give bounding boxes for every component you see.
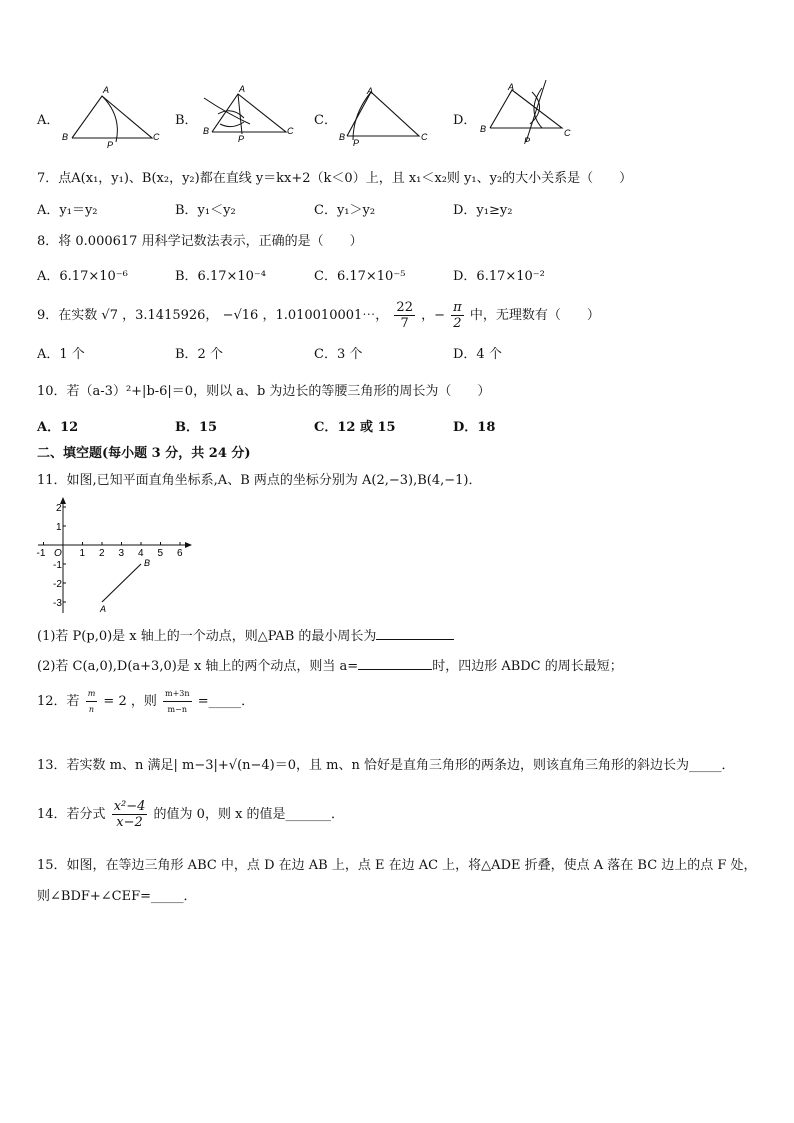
x-tick-label: 4 xyxy=(138,548,144,559)
q7-option-b: B．y₁＜y₂ xyxy=(175,203,236,218)
fraction-denominator: 2 xyxy=(453,316,462,331)
x-tick-label: 2 xyxy=(99,548,105,559)
fraction-numerator: x²−4 xyxy=(113,799,146,814)
point-a-label: A xyxy=(100,604,107,614)
q9-mid2: ，1.010010001⋯， xyxy=(262,308,389,323)
vertex-a: A xyxy=(508,82,515,92)
q14-prefix: 14．若分式 xyxy=(37,807,106,822)
y-tick-label: 2 xyxy=(56,503,62,514)
q12-suffix: =_____． xyxy=(197,694,255,709)
vertex-b: B xyxy=(203,126,210,136)
y-tick-label: 1 xyxy=(56,522,62,533)
x-tick-label: 1 xyxy=(79,548,86,559)
fraction-numerator: 22 xyxy=(396,300,413,315)
q14-stem xyxy=(37,795,344,835)
q7-option-a: A．y₁＝y₂ xyxy=(37,203,98,218)
vertex-p: P xyxy=(353,138,360,148)
vertex-c: C xyxy=(564,128,571,138)
vertex-b: B xyxy=(62,132,69,142)
origin-label: O xyxy=(54,548,62,559)
q8-option-d: D．6.17×10⁻² xyxy=(453,269,545,284)
q6-figure-d xyxy=(476,78,576,148)
q6-option-c-label: C． xyxy=(314,113,337,128)
fraction-numerator: m xyxy=(86,686,98,702)
q13-stem: 13．若实数 m、n 满足| m−3|+√(n−4)＝0，且 m、n 恰好是直角三角形的两条边，则该直角三角形的斜边长为_____． xyxy=(37,758,735,773)
q9-option-b: B．2 个 xyxy=(175,347,223,362)
fraction-denominator: 7 xyxy=(400,316,409,331)
answer-blank[interactable] xyxy=(376,639,454,640)
q11-stem: 11．如图,已知平面直角坐标系,A、B 两点的坐标分别为 A(2,−3),B(4,−1)． xyxy=(37,473,482,488)
q12-fraction-m-n xyxy=(86,686,98,717)
q6-option-d-label: D． xyxy=(453,113,477,128)
q6-option-b-label: B． xyxy=(175,113,198,128)
vertex-b: B xyxy=(339,132,346,142)
q9-stem xyxy=(37,296,600,336)
q12-mid: ，则 xyxy=(130,694,157,709)
q9-mid1: ，3.1415926， xyxy=(122,308,219,323)
vertex-p: P xyxy=(524,136,531,146)
segment-ab xyxy=(102,564,141,602)
answer-blank[interactable] xyxy=(358,669,432,670)
q6-option-a-label: A． xyxy=(37,113,60,128)
vertex-c: C xyxy=(421,132,428,142)
vertex-c: C xyxy=(153,132,160,142)
vertex-b: B xyxy=(480,124,487,134)
q8-option-c: C．6.17×10⁻⁵ xyxy=(314,269,406,284)
q6-figure-c xyxy=(337,84,437,148)
q9-fraction-22-7 xyxy=(394,300,415,331)
q11-part2 xyxy=(37,655,623,674)
q11-part2-text-a: (2)若 C(a,0),D(a+3,0)是 x 轴上的两个动点，则当 a= xyxy=(37,659,359,674)
x-tick-label: -1 xyxy=(36,548,46,559)
q6-figure-a xyxy=(60,84,160,148)
q11-part2-text-b: 时，四边形 ABDC 的周长最短； xyxy=(432,659,623,674)
fraction-denominator: x−2 xyxy=(116,815,143,830)
x-tick-label: 3 xyxy=(118,548,125,559)
x-tick-label: 6 xyxy=(177,548,183,559)
fraction-numerator: m+3n xyxy=(163,686,192,702)
y-tick-label: -2 xyxy=(53,579,62,590)
fraction-denominator: m−n xyxy=(167,705,187,714)
q7-stem: 7．点A(x₁，y₁)、B(x₂，y₂)都在直线 y＝kx+2（k＜0）上，且 x₁＜x₂则 y₁、y₂的大小关系是（ ） xyxy=(37,171,633,186)
q9-neg-sqrt16: −√16 xyxy=(222,308,259,323)
q8-stem: 8．将 0.000617 用科学记数法表示，正确的是（ ） xyxy=(37,234,363,249)
q9-suffix: 中，无理数有（ ） xyxy=(469,308,600,323)
q12-fraction-target xyxy=(163,686,192,717)
q9-mid3: ，− xyxy=(421,308,446,323)
q7-option-c: C．y₁＞y₂ xyxy=(314,203,376,218)
vertex-a: A xyxy=(103,85,110,95)
q12-equals: = 2 xyxy=(103,694,127,709)
q9-prefix: 9．在实数 xyxy=(37,308,98,323)
point-b-label: B xyxy=(144,558,151,568)
q11-coordinate-graph xyxy=(36,497,196,615)
q14-suffix: 的值为 0，则 x 的值是_______． xyxy=(153,807,345,822)
q8-option-a: A．6.17×10⁻⁶ xyxy=(37,269,128,284)
q14-fraction xyxy=(112,799,148,830)
q12-stem xyxy=(37,684,254,720)
q9-sqrt7: √7 xyxy=(101,308,118,323)
q15-line2: 则∠BDF+∠CEF=_____． xyxy=(37,889,197,904)
y-tick-label: -3 xyxy=(53,598,62,609)
vertex-a: A xyxy=(239,84,246,94)
q8-option-b: B．6.17×10⁻⁴ xyxy=(175,269,267,284)
vertex-a: A xyxy=(367,86,374,96)
q10-option-d: D．18 xyxy=(453,420,496,435)
q6-figure-b xyxy=(198,84,298,148)
q7-option-d: D．y₁≥y₂ xyxy=(453,203,513,218)
q9-fraction-pi-2 xyxy=(451,300,464,331)
vertex-p: P xyxy=(107,140,114,148)
x-tick-label: 5 xyxy=(157,548,164,559)
q10-option-b: B．15 xyxy=(175,420,218,435)
fraction-numerator: π xyxy=(453,300,462,315)
q11-part1 xyxy=(37,625,454,644)
vertex-c: C xyxy=(287,126,294,136)
y-tick-label: -1 xyxy=(53,560,62,571)
vertex-p: P xyxy=(238,134,245,144)
q9-option-a: A．1 个 xyxy=(37,347,85,362)
q15-line1: 15．如图，在等边三角形 ABC 中，点 D 在边 AB 上，点 E 在边 AC 上，将△ADE 折叠，使点 A 落在 BC 边上的点 F 处， xyxy=(37,858,757,873)
q9-option-c: C．3 个 xyxy=(314,347,363,362)
q10-stem: 10．若（a-3）²+|b-6|＝0，则以 a、b 为边长的等腰三角形的周长为（ ） xyxy=(37,384,491,399)
q10-option-a: A．12 xyxy=(37,420,79,435)
q12-prefix: 12．若 xyxy=(37,694,80,709)
fraction-denominator: n xyxy=(88,705,95,714)
section-fill-in-heading: 二、填空题(每小题 3 分，共 24 分) xyxy=(37,446,251,461)
q10-option-c: C．12 或 15 xyxy=(314,420,396,435)
q9-option-d: D．4 个 xyxy=(453,347,502,362)
q11-part1-text: (1)若 P(p,0)是 x 轴上的一个动点，则△PAB 的最小周长为 xyxy=(37,629,377,644)
